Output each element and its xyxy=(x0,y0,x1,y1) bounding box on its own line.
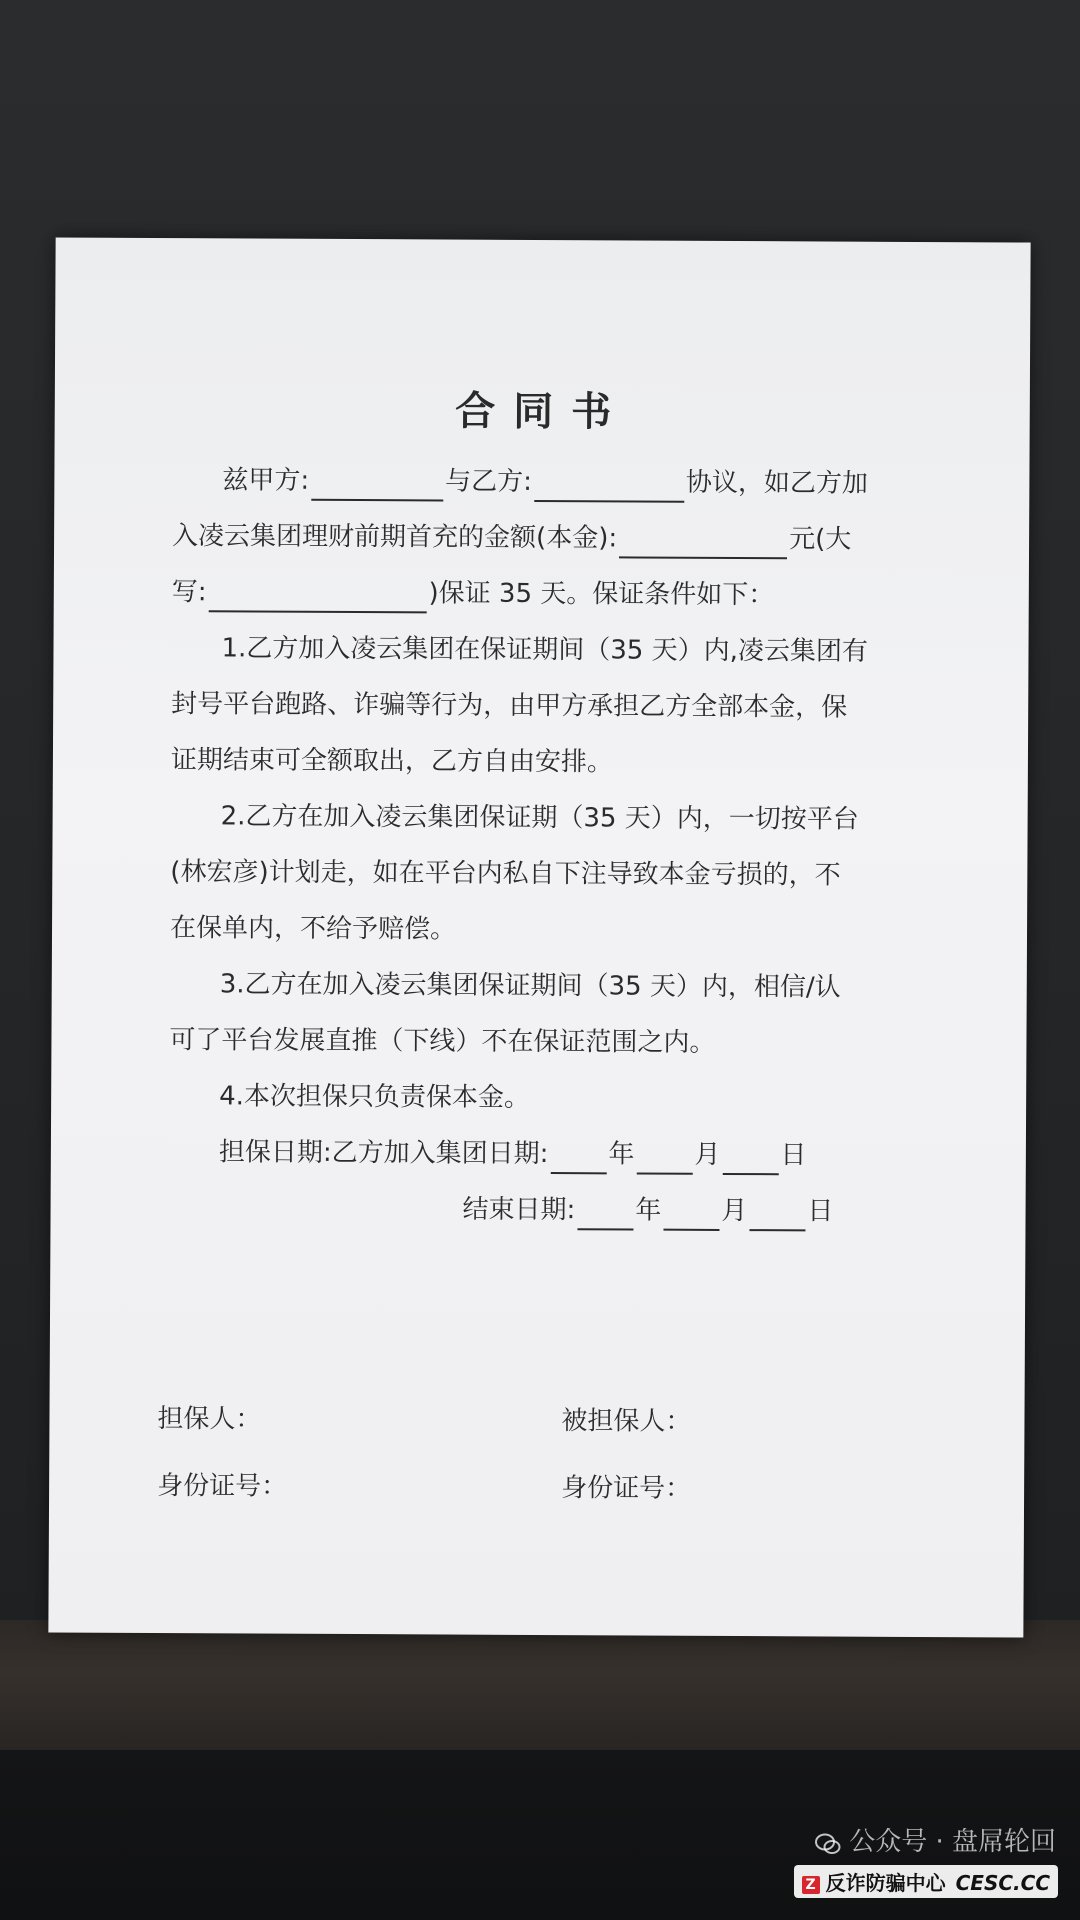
watermark-text: 公众号 · 盘屌轮回 xyxy=(849,1827,1056,1857)
intro-line-3-end: )保证 35 天。保证条件如下： xyxy=(428,578,775,611)
shield-icon: Z xyxy=(802,1876,820,1894)
document-title: 合同书 xyxy=(455,388,630,436)
intro-line-3 xyxy=(54,571,1029,616)
amount-label: 入凌云集团理财前期首充的金额(本金): xyxy=(172,521,618,554)
anti-fraud-badge xyxy=(794,1865,1058,1898)
end-year-blank xyxy=(577,1200,633,1230)
guarantee-date-label: 担保日期:乙方加入集团日期: xyxy=(218,1137,549,1170)
badge-site: CESC.CC xyxy=(955,1871,1050,1895)
intro-line-2 xyxy=(54,515,1029,560)
guarantee-year-blank xyxy=(550,1144,606,1174)
end-year-label: 年 xyxy=(635,1195,662,1226)
end-month-blank xyxy=(663,1201,719,1231)
guarantee-day-label: 日 xyxy=(780,1140,807,1171)
end-day-blank xyxy=(749,1201,805,1231)
guarantee-date-line xyxy=(51,1131,1026,1176)
wechat-icon xyxy=(815,1832,841,1854)
clause-1-line-1: 1.乙方加入凌云集团在保证期间（35 天）内,凌云集团有 xyxy=(221,633,869,667)
guarantee-month-label: 月 xyxy=(694,1139,721,1170)
clause-2-line-3: 在保单内，不给予赔偿。 xyxy=(169,913,457,945)
guarantee-year-label: 年 xyxy=(608,1139,635,1170)
clause-2-line-1: 2.乙方在加入凌云集团保证期（35 天）内，一切按平台 xyxy=(220,801,859,835)
clause-1-line-2: 封号平台跑路、诈骗等行为，由甲方承担乙方全部本金，保 xyxy=(171,689,848,723)
badge-text: 反诈防骗中心 xyxy=(825,1871,946,1895)
end-date-line xyxy=(50,1187,1025,1232)
guarantee-day-blank xyxy=(722,1145,778,1175)
wechat-watermark xyxy=(815,1821,1056,1858)
intro-line-1-end: 协议，如乙方加 xyxy=(685,467,869,499)
desk-edge xyxy=(0,1620,1080,1750)
amount-blank xyxy=(619,528,787,559)
party-b-label: 与乙方: xyxy=(445,466,532,497)
clause-3-line-1: 3.乙方在加入凌云集团保证期间（35 天）内，相信/认 xyxy=(219,969,841,1003)
guarantee-month-blank xyxy=(636,1145,692,1175)
clause-2-line-2: (林宏彦)计划走，如在平台内私自下注导致本金亏损的，不 xyxy=(170,857,841,891)
clause-1-line-3: 证期结束可全额取出，乙方自由安排。 xyxy=(170,745,614,778)
end-month-label: 月 xyxy=(721,1195,748,1227)
party-b-blank xyxy=(534,472,684,503)
end-day-label: 日 xyxy=(807,1196,834,1227)
amount-unit: 元(大 xyxy=(789,524,852,555)
intro-line-1 xyxy=(54,459,1029,504)
end-date-label: 结束日期: xyxy=(462,1194,576,1226)
guaranteed-label: 被担保人： xyxy=(561,1406,692,1437)
clause-4-line-1: 4.本次担保只负责保本金。 xyxy=(219,1081,531,1113)
guarantor-label: 担保人： xyxy=(157,1404,262,1435)
guarantor-id-label: 身份证号： xyxy=(157,1471,288,1502)
clause-3-line-2: 可了平台发展直推（下线）不在保证范围之内。 xyxy=(169,1025,716,1058)
guaranteed-id-label: 身份证号： xyxy=(561,1473,692,1504)
amount-words-blank xyxy=(208,582,426,613)
party-a-blank xyxy=(311,471,443,502)
amount-words-label: 写: xyxy=(171,577,207,608)
party-a-label: 兹甲方: xyxy=(222,465,310,496)
contract-paper xyxy=(48,237,1030,1637)
